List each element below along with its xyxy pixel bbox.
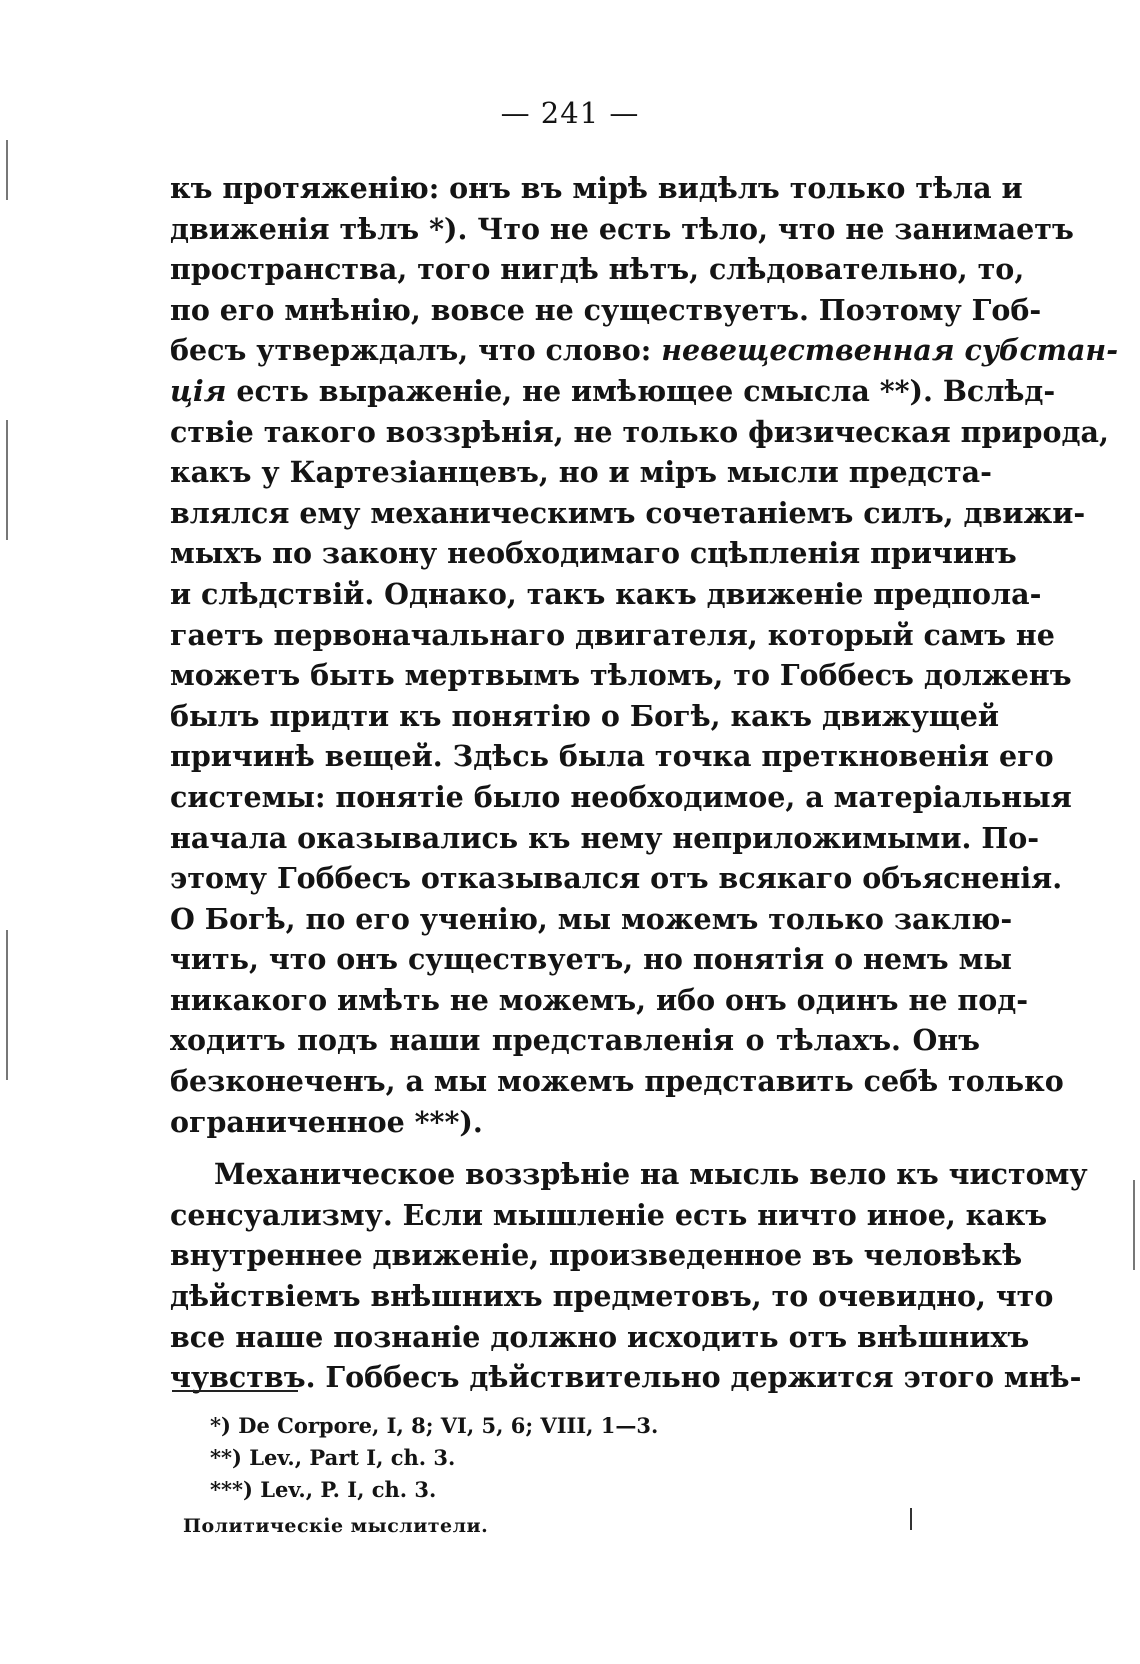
italic-term: ція: [170, 373, 227, 408]
text-line: гаетъ первоначальнаго двигателя, который самъ не: [170, 617, 1055, 652]
text-line: чить, что онъ существуетъ, но понятія о немъ мы: [170, 942, 1012, 977]
text-line: движенія тѣлъ *). Что не есть тѣло, что не занимаетъ: [170, 211, 1074, 246]
body-text: [170, 168, 1119, 1398]
scan-margin-mark: [6, 930, 8, 1080]
scan-margin-mark: [6, 140, 8, 200]
text-line: какъ у Картезіанцевъ, но и міръ мысли предста-: [170, 455, 992, 490]
scan-margin-mark: [6, 420, 8, 540]
text-line: начала оказывались къ нему неприложимыми. По-: [170, 820, 1040, 855]
text-line: внутреннее движеніе, произведенное въ человѣкѣ: [170, 1238, 1023, 1273]
text-line: пространства, того нигдѣ нѣтъ, слѣдовательно, то,: [170, 252, 1025, 287]
text-line: ограниченное ***).: [170, 1104, 483, 1139]
footnotes: [210, 1410, 910, 1506]
footnote: **) Lev., Part I, ch. 3.: [210, 1445, 456, 1470]
footnote: *) De Corpore, I, 8; VI, 5, 6; VIII, 1—3.: [210, 1413, 659, 1438]
text-line: никакого имѣть не можемъ, ибо онъ одинъ не под-: [170, 982, 1029, 1017]
text-line: системы: понятіе было необходимое, а матеріальныя: [170, 779, 1072, 814]
text-segment: есть выраженіе, не имѣющее смысла **). Вслѣд-: [236, 373, 1056, 408]
text-line: безконеченъ, а мы можемъ представить себѣ только: [170, 1064, 1064, 1099]
text-line-with-italic: [170, 330, 1119, 371]
signature-mark: [910, 1508, 912, 1530]
text-line: Механическое воззрѣніе на мысль вело къ чистому: [214, 1157, 1088, 1192]
text-segment: бесъ утверждалъ, что слово:: [170, 333, 652, 368]
text-line: все наше познаніе должно исходить отъ внѣшнихъ: [170, 1319, 1030, 1354]
printer-signature: Политическіе мыслители.: [183, 1515, 489, 1537]
text-line: сенсуализму. Если мышленіе есть ничто иное, какъ: [170, 1197, 1048, 1232]
footnote: ***) Lev., P. I, ch. 3.: [210, 1477, 437, 1502]
text-line: этому Гоббесъ отказывался отъ всякаго объясненія.: [170, 861, 1063, 896]
footnote-divider: [172, 1390, 298, 1392]
text-line: къ протяженію: онъ въ мірѣ видѣлъ только тѣла и: [170, 171, 1023, 205]
text-line: чувствъ. Гоббесъ дѣйствительно держится этого мнѣ-: [170, 1360, 1082, 1395]
text-line: и слѣдствій. Однако, такъ какъ движеніе предпола-: [170, 576, 1042, 611]
text-line-with-italic: [170, 371, 1056, 412]
text-line: дѣйствіемъ внѣшнихъ предметовъ, то очевидно, что: [170, 1279, 1054, 1314]
page-number: — 241 —: [500, 96, 640, 130]
text-line: О Богѣ, по его ученію, мы можемъ только заклю-: [170, 901, 1013, 936]
italic-term: невещественная субстан-: [661, 333, 1119, 368]
text-line: влялся ему механическимъ сочетаніемъ силъ, движи-: [170, 495, 1086, 530]
text-line: по его мнѣнію, вовсе не существуетъ. Поэтому Гоб-: [170, 292, 1042, 327]
scan-margin-mark: [1133, 1180, 1135, 1270]
text-line: ходитъ подъ наши представленія о тѣлахъ. Онъ: [170, 1023, 980, 1058]
text-line: ствіе такого воззрѣнія, не только физическая природа,: [170, 414, 1109, 449]
text-line: причинѣ вещей. Здѣсь была точка преткновенія его: [170, 739, 1054, 774]
text-line: былъ придти къ понятію о Богѣ, какъ движущей: [170, 698, 1000, 733]
text-line: можетъ быть мертвымъ тѣломъ, то Гоббесъ долженъ: [170, 658, 1072, 693]
text-line: мыхъ по закону необходимаго сцѣпленія причинъ: [170, 536, 1017, 571]
